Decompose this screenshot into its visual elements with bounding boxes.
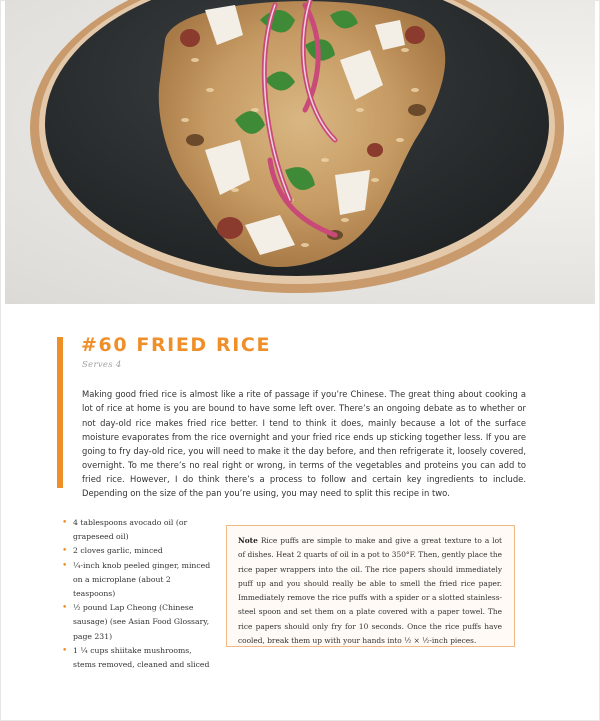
- ingredient-list: [62, 516, 212, 672]
- note-text: Rice puffs are simple to make and give a great texture to a lot of dishes. Heat 2 quarts of oil in a pot to 350°F. Then, gently place the rice paper wrappers into the oil. The rice papers should immediately puff up and you should really be able to smell the fried rice paper. Immediately remove the rice puffs with a spider or a slotted stainless-steel spoon and set them on a plate covered with a paper towel. The rice papers should only fry for 10 seconds. Once the rice puffs have cooled, break them up with your hands into ½ × ½-inch pieces.: [238, 536, 502, 646]
- bullet-icon: •: [62, 645, 68, 656]
- note-box: [226, 525, 515, 647]
- bullet-icon: •: [62, 546, 68, 557]
- recipe-title: #60 FRIED RICE: [81, 334, 272, 356]
- ingredient-item: [62, 644, 212, 672]
- recipe-intro: Making good fried rice is almost like a rite of passage if you’re Chinese. The great thing about cooking a lot of rice at home is you are bound to have some left over. There’s an ongoing debate as to whether or not day-old rice makes fried rice better. I tend to think it does, mainly because a lot of the surface moisture evaporates from the rice overnight and your fried rice ends up sticking together less. If you are going to fry day-old rice, you will need to make it the day before, and then refrigerate it, loosely covered, overnight. To me there’s no real right or wrong, in terms of the vegetables and proteins you can add to fried rice. However, I do think there’s a process to follow and certain key ingredients to include. Depending on the size of the pan you’re using, you may need to split this recipe in two.: [82, 389, 526, 499]
- ingredient-item: [62, 516, 212, 544]
- ingredient-text: 1 ¼ cups shiitake mushrooms, stems removed, cleaned and sliced: [73, 645, 210, 670]
- fried-rice-bowl-image: [5, 0, 595, 304]
- bullet-icon: •: [62, 603, 68, 614]
- ingredient-item: [62, 544, 212, 558]
- ingredient-item: [62, 559, 212, 602]
- recipe-servings: Serves 4: [82, 360, 122, 370]
- dish-photo: [5, 0, 595, 304]
- title-accent-bar: [57, 337, 63, 488]
- ingredient-text: ½ pound Lap Cheong (Chinese sausage) (see Asian Food Glossary, page 231): [73, 603, 210, 641]
- ingredient-text: 2 cloves garlic, minced: [73, 546, 163, 556]
- bullet-icon: •: [62, 518, 68, 528]
- bullet-icon: •: [62, 560, 68, 571]
- ingredient-text: ¼-inch knob peeled ginger, minced on a microplane (about 2 teaspoons): [73, 560, 211, 599]
- ingredient-item: [62, 601, 212, 644]
- note-label: Note: [238, 536, 258, 545]
- ingredient-text: 4 tablespoons avocado oil (or grapeseed oil): [73, 518, 188, 542]
